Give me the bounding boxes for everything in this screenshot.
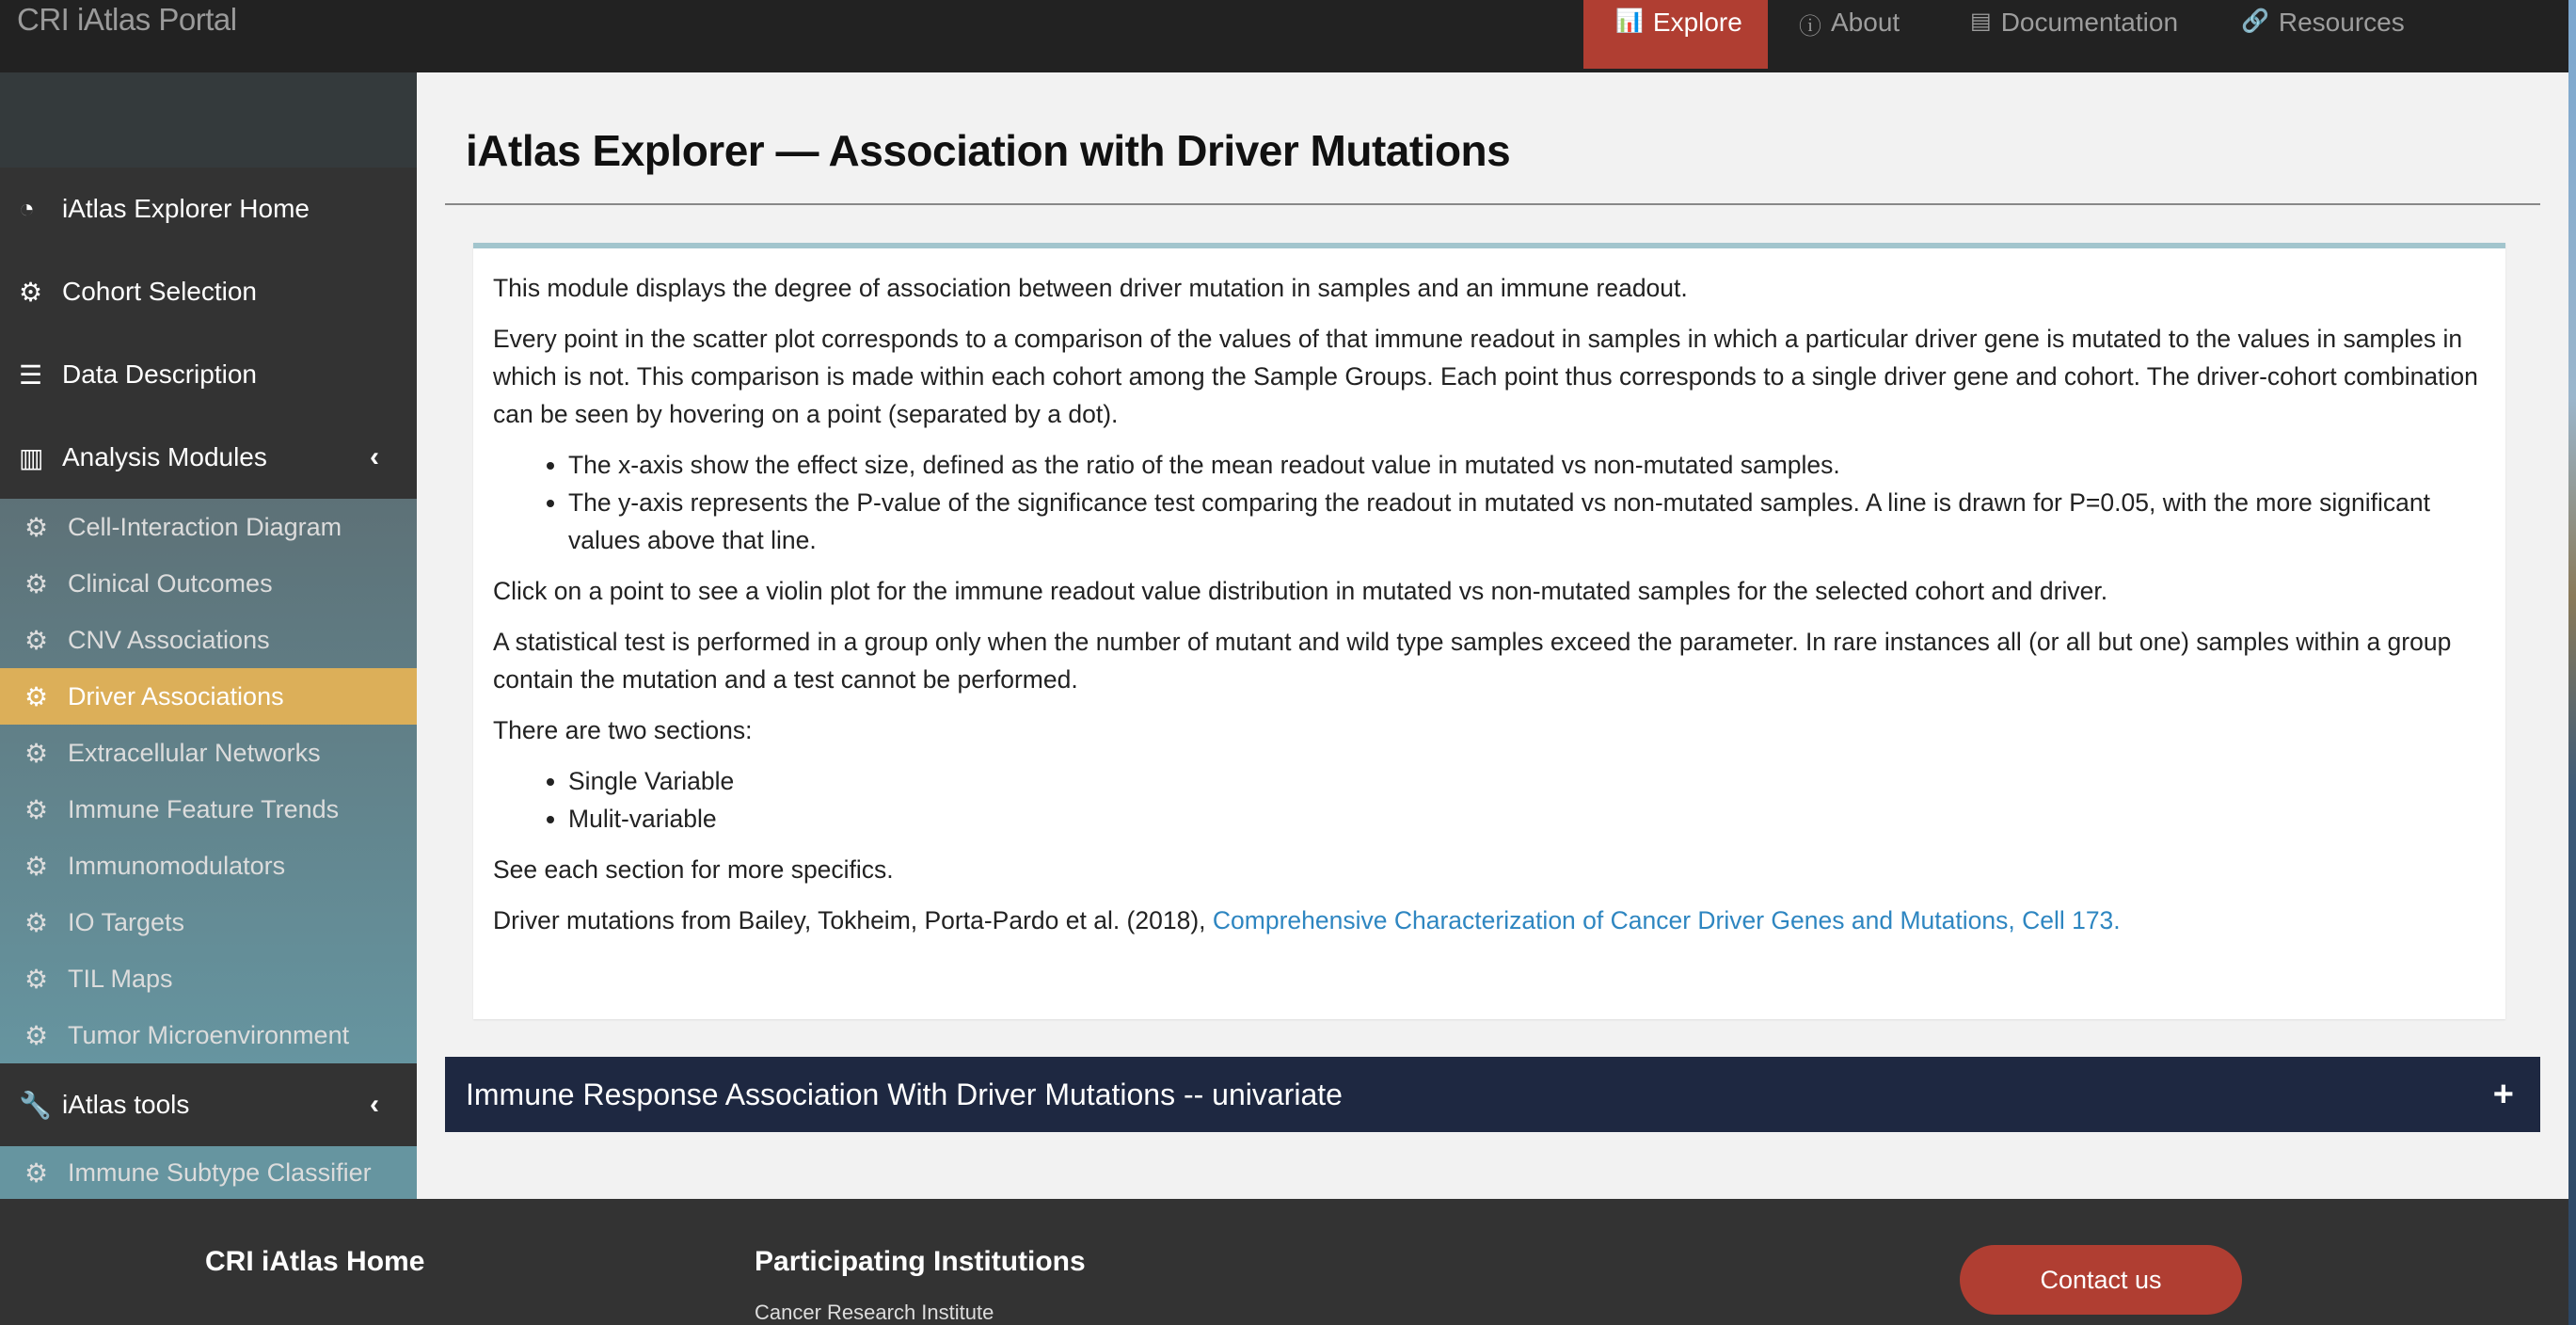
sidebar-item-tumor-microenvironment[interactable] bbox=[0, 1007, 417, 1063]
sidebar-item-label: IO Targets bbox=[68, 907, 185, 936]
wrench-icon: 🔧 bbox=[19, 1090, 52, 1120]
sidebar bbox=[0, 72, 417, 1199]
footer bbox=[0, 1199, 2568, 1325]
gear-icon: ⚙ bbox=[24, 1157, 49, 1188]
nav-label: About bbox=[1831, 8, 1900, 37]
sidebar-item-label: Data Description bbox=[62, 359, 257, 389]
nav-resources[interactable] bbox=[2241, 0, 2405, 69]
iatlas-tools-submenu bbox=[0, 1146, 417, 1199]
sidebar-item-label: Tumor Microenvironment bbox=[68, 1020, 350, 1049]
scatter-description: Every point in the scatter plot corresponds to a comparison of the values of that immune readout in samples in which a particular driver gene is mutated to the values in samples in which is not. This comparison is made within each cohort among the Sample Groups. Each point thus corresponds to a single driver gene and cohort. The driver-cohort combination can be seen by hovering on a point (separated by a dot). bbox=[493, 325, 2478, 428]
list-icon: ☰ bbox=[19, 359, 43, 390]
main-content bbox=[417, 72, 2568, 1199]
sidebar-item-driver-associations[interactable] bbox=[0, 668, 417, 725]
gear-icon: ⚙ bbox=[24, 794, 49, 824]
section-title: Immune Response Association With Driver Mutations -- univariate bbox=[466, 1077, 1343, 1111]
analysis-modules-submenu bbox=[0, 499, 417, 1063]
chevron-left-icon: ‹ bbox=[370, 1089, 379, 1120]
sidebar-item-analysis-modules[interactable] bbox=[0, 416, 417, 499]
chevron-left-icon: ‹ bbox=[370, 441, 379, 472]
expand-plus-icon[interactable]: + bbox=[2492, 1074, 2514, 1114]
top-navbar bbox=[0, 0, 2568, 72]
sidebar-item-io-targets[interactable] bbox=[0, 894, 417, 950]
sidebar-item-cohort-selection[interactable] bbox=[0, 250, 417, 333]
nav-about[interactable] bbox=[1799, 0, 1900, 69]
test-description: A statistical test is performed in a group only when the number of mutant and wild type samples exceed the parameter. In rare instances all (or all but one) samples within a group contain the mutation and a test cannot be performed. bbox=[493, 628, 2452, 694]
sidebar-header bbox=[0, 72, 417, 168]
citation-link[interactable]: Comprehensive Characterization of Cancer Driver Genes and Mutations, Cell 173. bbox=[1212, 906, 2121, 934]
bar-chart-icon: ▥ bbox=[19, 442, 44, 472]
sidebar-item-iatlas-tools[interactable] bbox=[0, 1063, 417, 1146]
gear-icon: ⚙ bbox=[24, 681, 49, 711]
nav-label: Documentation bbox=[2000, 8, 2179, 37]
axis-list bbox=[568, 446, 2486, 559]
sidebar-item-home[interactable] bbox=[0, 168, 417, 250]
sidebar-item-clinical-outcomes[interactable] bbox=[0, 555, 417, 612]
list-item: • The x-axis show the effect size, defined as the ratio of the mean readout value in mutated vs non-mutated samples. bbox=[568, 446, 2486, 484]
citation-text: Driver mutations from Bailey, Tokheim, Porta-Pardo et al. (2018), bbox=[493, 906, 1206, 934]
sidebar-item-cell-interaction[interactable] bbox=[0, 499, 417, 555]
click-description: Click on a point to see a violin plot for the immune readout value distribution in mutated vs non-mutated samples for the selected cohort and driver. bbox=[493, 577, 2108, 605]
footer-home-link[interactable]: CRI iAtlas Home bbox=[205, 1246, 425, 1277]
description-box bbox=[473, 243, 2505, 1019]
intro-text: This module displays the degree of association between driver mutation in samples and an immune readout. bbox=[493, 274, 1688, 302]
sidebar-item-label: TIL Maps bbox=[68, 964, 173, 993]
sections-intro: There are two sections: bbox=[493, 716, 753, 744]
sidebar-item-til-maps[interactable] bbox=[0, 950, 417, 1007]
gear-icon: ⚙ bbox=[24, 851, 49, 881]
sidebar-item-label: Analysis Modules bbox=[62, 442, 267, 471]
sidebar-item-immune-subtype-classifier[interactable] bbox=[0, 1146, 417, 1199]
nav-documentation[interactable] bbox=[1970, 0, 2178, 69]
page-title: iAtlas Explorer — Association with Driver Mutations bbox=[466, 126, 1511, 175]
sidebar-item-data-description[interactable] bbox=[0, 333, 417, 416]
nav-explore[interactable] bbox=[1583, 0, 1768, 69]
sidebar-item-extracellular-networks[interactable] bbox=[0, 725, 417, 781]
univariate-section-header[interactable] bbox=[445, 1057, 2540, 1132]
file-icon: ▤ bbox=[1970, 8, 1992, 34]
list-item: • The y-axis represents the P-value of the significance test comparing the readout in mutated vs non-mutated samples. A line is drawn for P=0.05, with the more significant values above that line. bbox=[568, 484, 2486, 559]
nav-label: Explore bbox=[1652, 8, 1742, 37]
bar-chart-icon: 📊 bbox=[1615, 8, 1644, 34]
sidebar-item-cnv-associations[interactable] bbox=[0, 612, 417, 668]
footer-institutions-heading: Participating Institutions bbox=[755, 1246, 1086, 1277]
sidebar-item-immune-feature-trends[interactable] bbox=[0, 781, 417, 838]
sidebar-item-immunomodulators[interactable] bbox=[0, 838, 417, 894]
sidebar-item-label: CNV Associations bbox=[68, 625, 270, 654]
title-divider bbox=[445, 203, 2540, 205]
sidebar-item-label: iAtlas tools bbox=[62, 1090, 190, 1119]
sidebar-item-label: Immune Feature Trends bbox=[68, 794, 340, 823]
gear-icon: ⚙ bbox=[24, 568, 49, 599]
link-icon: 🔗 bbox=[2241, 8, 2269, 34]
brand-title[interactable]: CRI iAtlas Portal bbox=[17, 2, 237, 37]
citation bbox=[493, 902, 2486, 939]
desktop-background bbox=[2568, 0, 2576, 1325]
info-icon: ⓘ bbox=[1799, 14, 1821, 40]
gear-icon: ⚙ bbox=[19, 277, 43, 307]
gear-icon: ⚙ bbox=[24, 1020, 49, 1050]
list-item: • Single Variable bbox=[568, 762, 2486, 800]
sidebar-item-label: Cell-Interaction Diagram bbox=[68, 512, 342, 541]
specifics-text: See each section for more specifics. bbox=[493, 855, 894, 884]
list-item: • Mulit-variable bbox=[568, 800, 2486, 838]
sidebar-item-label: Immune Subtype Classifier bbox=[68, 1157, 372, 1187]
sidebar-item-label: Extracellular Networks bbox=[68, 738, 321, 767]
sidebar-item-label: iAtlas Explorer Home bbox=[62, 194, 310, 223]
sidebar-item-label: Clinical Outcomes bbox=[68, 568, 273, 598]
contact-us-button[interactable]: Contact us bbox=[1960, 1245, 2242, 1315]
sidebar-item-label: Immunomodulators bbox=[68, 851, 286, 880]
sections-list bbox=[568, 762, 2486, 838]
gear-icon: ⚙ bbox=[24, 964, 49, 994]
dashboard-icon: ◔ bbox=[19, 194, 35, 223]
sidebar-item-label: Cohort Selection bbox=[62, 277, 258, 306]
gear-icon: ⚙ bbox=[24, 512, 49, 542]
gear-icon: ⚙ bbox=[24, 738, 49, 768]
institution-link[interactable]: Cancer Research Institute bbox=[755, 1301, 994, 1324]
sidebar-item-label: Driver Associations bbox=[68, 681, 284, 710]
gear-icon: ⚙ bbox=[24, 907, 49, 937]
gear-icon: ⚙ bbox=[24, 625, 49, 655]
nav-label: Resources bbox=[2278, 8, 2405, 37]
